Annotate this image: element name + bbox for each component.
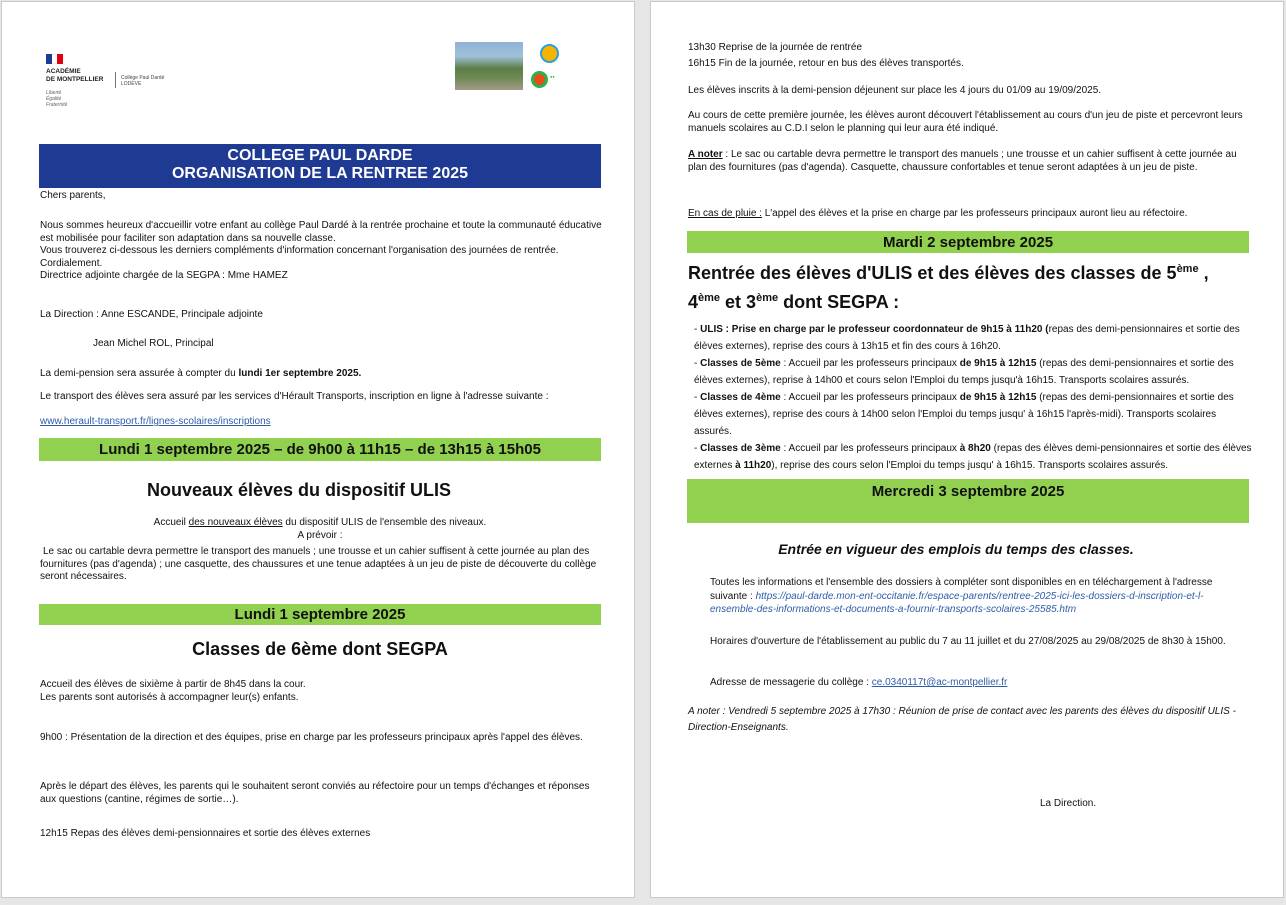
classes-list — [694, 321, 1254, 474]
document-page-1 — [1, 1, 635, 898]
presentation-text: 9h00 : Présentation de la direction et des équipes, prise en charge par les professeurs principaux après l'appel des élèves. — [40, 732, 583, 743]
email-link[interactable]: ce.0340117t@ac-montpellier.fr — [871, 677, 1008, 688]
transport-line: Le transport des élèves sera assuré par les services d'Hérault Transports, inscription en ligne à l'adresse suivante : — [40, 391, 549, 402]
band-mardi: Mardi 2 septembre 2025 — [687, 231, 1249, 253]
greeting: Chers parents, — [40, 190, 106, 201]
band-lundi-sixieme: Lundi 1 septembre 2025 — [39, 604, 601, 625]
ulis-heading: Nouveaux élèves du dispositif ULIS — [146, 480, 452, 500]
band-lundi-ulis: Lundi 1 septembre 2025 – de 9h00 à 11h15 – de 13h15 à 15h05 — [39, 438, 601, 461]
a-noter-text: A noter : Le sac ou cartable devra permettre le transport des manuels ; une trousse et un cahier suffisent à cette journée au plan des fournitures (pas d'agenda). Casquette, chaussure confortables et tenue seront adaptées à un jeu de piste. — [688, 149, 1237, 173]
horaires-text: Horaires d'ouverture de l'établissement au public du 7 au 11 juillet et du 27/08/2025 au 29/08/2025 de 8h30 à 15h00. — [710, 636, 1226, 647]
list-item: - ULIS : Prise en charge par le professeur coordonnateur de 9h15 à 11h20 (repas des demi-pensionnaires et sortie des élèves externes), reprise des cours à 13h15 et fin des cours à 16h20. — [694, 324, 1240, 352]
messagerie-line: Adresse de messagerie du collège : ce.0340117t@ac-montpellier.fr — [710, 677, 1008, 688]
emplois-heading: Entrée en vigueur des emplois du temps des classes. — [778, 541, 1134, 557]
repas-text: 12h15 Repas des élèves demi-pensionnaires et sortie des élèves externes — [40, 828, 371, 839]
label-badge-icon — [540, 44, 559, 63]
apres-depart-text: Après le départ des élèves, les parents qui le souhaitent seront conviés au réfectoire pour un temps d'échanges et réponses aux questions (cantine, régimes de sortie…). — [40, 781, 590, 805]
ulis-sac-text: Le sac ou cartable devra permettre le transport des manuels ; une trousse et un cahier suffisent à cette journée au plan des fournitures (pas d'agenda) ; une casquette, des chaussures et une tenue adaptées à un jeu de piste de découverte du collège seront nécessaires. — [40, 546, 597, 582]
infos-link[interactable]: https://paul-darde.mon-ent-occitanie.fr/espace-parents/rentree-2025-ici-les-dossiers-d-inscription-et-l-ensemble-des-informations-et-documents-a-fournir-transports-scolaires-25585.htm — [710, 590, 1204, 615]
a-noter-final: A noter : Vendredi 5 septembre 2025 à 17h30 : Réunion de prise de contact avec les parents des élèves du dispositif ULIS -Direction-Enseignants. — [688, 706, 1236, 733]
demi-pension-line: Les élèves inscrits à la demi-pension déjeunent sur place les 4 jours du 01/09 au 19/09/2025. — [688, 85, 1102, 96]
college-logo-text: Collège Paul Dardé LODÈVE — [121, 75, 165, 87]
document-page-2 — [650, 1, 1284, 898]
republic-motto: Liberté Égalité Fraternité — [46, 90, 68, 108]
rentree-heading: Rentrée des élèves d'ULIS et des élèves des classes de 5ème , 4ème et 3ème dont SEGPA : — [688, 263, 1209, 312]
logo-divider — [115, 72, 116, 88]
a-prevoir: A prévoir : — [297, 530, 343, 541]
demi-pension-line: La demi-pension sera assurée à compter du lundi 1er septembre 2025. — [40, 368, 362, 379]
infos-text: Toutes les informations et l'ensemble des dossiers à compléter sont disponibles en en téléchargement à l'adresse suivante : https://paul-darde.mon-ent-occitanie.fr/espace-parents/rentree-2025-ici-les-dossiers-d-inscription-et-l-ensemble-des-informations-et-documents-a-fournir-transports-scolaires-25585.htm — [710, 577, 1213, 615]
premiere-journee-text: Au cours de cette première journée, les élèves auront découvert l'établissement au cours d'un jeu de piste et percevront leurs manuels scolaires au C.D.I selon le planning qui leur aura été indiqué. — [688, 110, 1243, 134]
signature: La Direction. — [1040, 798, 1097, 809]
transport-link[interactable]: www.herault-transport.fr/lignes-scolaires/inscriptions — [40, 416, 271, 427]
academie-logo-text: ACADÉMIE DE MONTPELLIER — [46, 68, 104, 83]
accueil-sixieme: Accueil des élèves de sixième à partir de 8h45 dans la cour. Les parents sont autorisés à accompagner leur(s) enfants. — [40, 679, 306, 703]
lodeve-photo-image — [455, 42, 523, 90]
french-flag-icon — [46, 54, 63, 64]
band-mercredi: Mercredi 3 septembre 2025 — [687, 479, 1249, 523]
direction-line: La Direction : Anne ESCANDE, Principale adjointe — [40, 309, 263, 320]
partner-logo-icon — [531, 71, 548, 88]
document-title: COLLEGE PAUL DARDE ORGANISATION DE LA RENTREE 2025 — [39, 144, 601, 188]
list-item: - Classes de 3ème : Accueil par les professeurs principaux à 8h20 (repas des élèves demi-pensionnaires et sortie des élèves externes à 11h20), reprise des cours selon l'Emploi du temps jusqu' à 16h15. Transports scolaires assurés. — [694, 443, 1252, 471]
partner-logo-label: ●● — [550, 74, 555, 79]
sixieme-heading: Classes de 6ème dont SEGPA — [192, 639, 448, 659]
ulis-accueil: Accueil des nouveaux élèves du dispositif ULIS de l'ensemble des niveaux. — [153, 517, 487, 528]
fin-line: 16h15 Fin de la journée, retour en bus des élèves transportés. — [688, 58, 964, 69]
list-item: - Classes de 5ème : Accueil par les professeurs principaux de 9h15 à 12h15 (repas des demi-pensionnaires et sortie des élèves externes), reprise à 14h00 et cours selon l'Emploi du temps jusqu'à 16h15. Transports scolaires assurés. — [694, 358, 1234, 386]
reprise-line: 13h30 Reprise de la journée de rentrée — [688, 42, 863, 53]
intro-paragraph: Nous sommes heureux d'accueillir votre enfant au collège Paul Dardé à la rentrée prochaine et toute la communauté éducative est mobilisée pour faciliter son adaptation dans sa nouvelle classe. Vous trouverez ci-dessous les derniers compléments d'information concernant l'organisation des journées de rentrée. Cordialement. Directrice adjointe chargée de la SEGPA : Mme HAMEZ — [40, 220, 602, 281]
list-item: - Classes de 4ème : Accueil par les professeurs principaux de 9h15 à 12h15 (repas des demi-pensionnaires et sortie des élèves externes), reprise des cours à 14h00 selon l'Emploi du temps jusqu' à 16h15 l'après-midi). Transports scolaires assurés. — [694, 392, 1234, 437]
principal-line: Jean Michel ROL, Principal — [93, 338, 214, 349]
pluie-text: En cas de pluie : L'appel des élèves et la prise en charge par les professeurs principaux auront lieu au réfectoire. — [688, 208, 1188, 219]
